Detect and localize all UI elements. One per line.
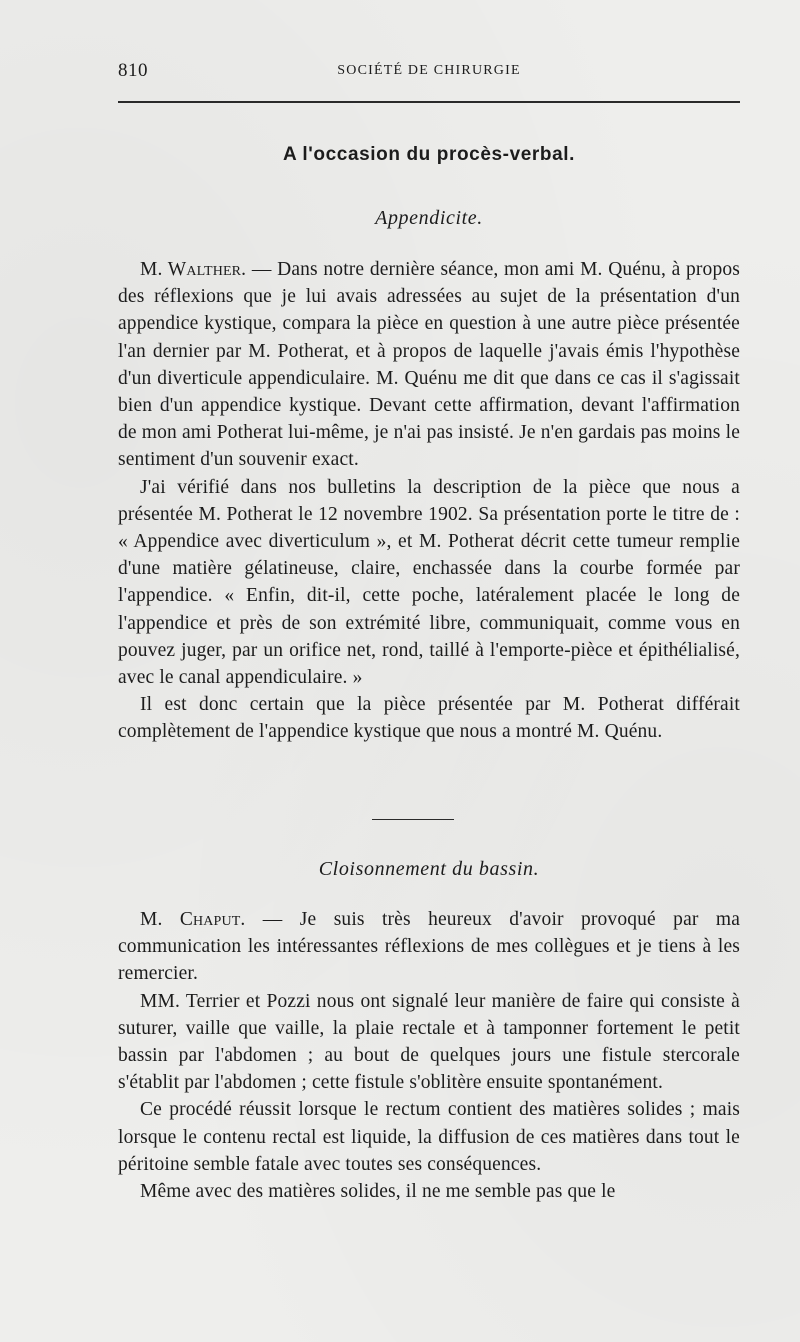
paragraph bbox=[118, 256, 740, 474]
paragraph bbox=[118, 906, 740, 988]
cloisonnement-body bbox=[118, 906, 740, 1205]
paragraph: MM. Terrier et Pozzi nous ont signalé leur manière de faire qui consiste à suturer, vaille que vaille, la plaie rectale et à tamponner fortement le petit bassin par l'abdomen ; au bout de quelques jours une fistule stercorale s'établit par l'abdomen ; cette fistule s'oblitère ensuite spontanément. bbox=[118, 990, 740, 1094]
section-title: A l'occasion du procès-verbal. bbox=[282, 144, 576, 165]
paragraph-text: — Je suis très heureux d'avoir provoqué par ma communication les intéressantes réflexions de mes collègues et je tiens à les remercier. bbox=[118, 909, 740, 985]
appendicite-body bbox=[118, 256, 740, 746]
speaker-name: M. Walther. bbox=[140, 259, 247, 280]
subsection-title-appendicite: Appendicite. bbox=[375, 207, 483, 229]
paragraph: Même avec des matières solides, il ne me semble pas que le bbox=[140, 1181, 616, 1203]
section-separator bbox=[372, 819, 454, 820]
running-head: SOCIÉTÉ DE CHIRURGIE bbox=[337, 63, 521, 78]
page-header bbox=[118, 60, 740, 90]
page-number: 810 bbox=[118, 60, 148, 81]
paragraph: J'ai vérifié dans nos bulletins la description de la pièce que nous a présentée M. Potherat le 12 novembre 1902. Sa présentation porte le titre de : « Appendice avec diverticulum », et M. Potherat décrit cette tumeur remplie d'une matière gélatineuse, claire, enchassée dans la courbe formée par l'appendice. « Enfin, dit-il, cette poche, latéralement placée le long de l'appendice et près de son extrémité libre, communiquait, comme vous en pouvez juger, par un orifice net, rond, taillé à l'emporte-pièce et épithélialisé, avec le canal appendiculaire. » bbox=[118, 476, 740, 689]
paragraph-text: — Dans notre dernière séance, mon ami M. Quénu, à propos des réflexions que je lui avais adressées au sujet de la présentation d'un appendice kystique, compara la pièce en question à une autre pièce présentée l'an dernier par M. Potherat, et à propos de laquelle j'avais émis l'hypothèse d'un diverticule appendiculaire. M. Quénu me dit que dans ce cas il s'agissait bien d'un appendice kystique. Devant cette affirmation, devant l'affirmation de mon ami Potherat lui-même, je n'ai pas insisté. Je n'en gardais pas moins le sentiment d'un souvenir exact. bbox=[118, 259, 740, 471]
header-rule bbox=[118, 101, 740, 103]
subsection-title-cloisonnement: Cloisonnement du bassin. bbox=[318, 858, 540, 880]
speaker-name: M. Chaput. bbox=[140, 909, 246, 930]
paragraph: Il est donc certain que la pièce présentée par M. Potherat différait complètement de l'appendice kystique que nous a montré M. Quénu. bbox=[118, 694, 740, 743]
paragraph: Ce procédé réussit lorsque le rectum contient des matières solides ; mais lorsque le contenu rectal est liquide, la diffusion de ces matières dans tout le péritoine semble fatale avec toutes ses conséquences. bbox=[118, 1099, 740, 1175]
